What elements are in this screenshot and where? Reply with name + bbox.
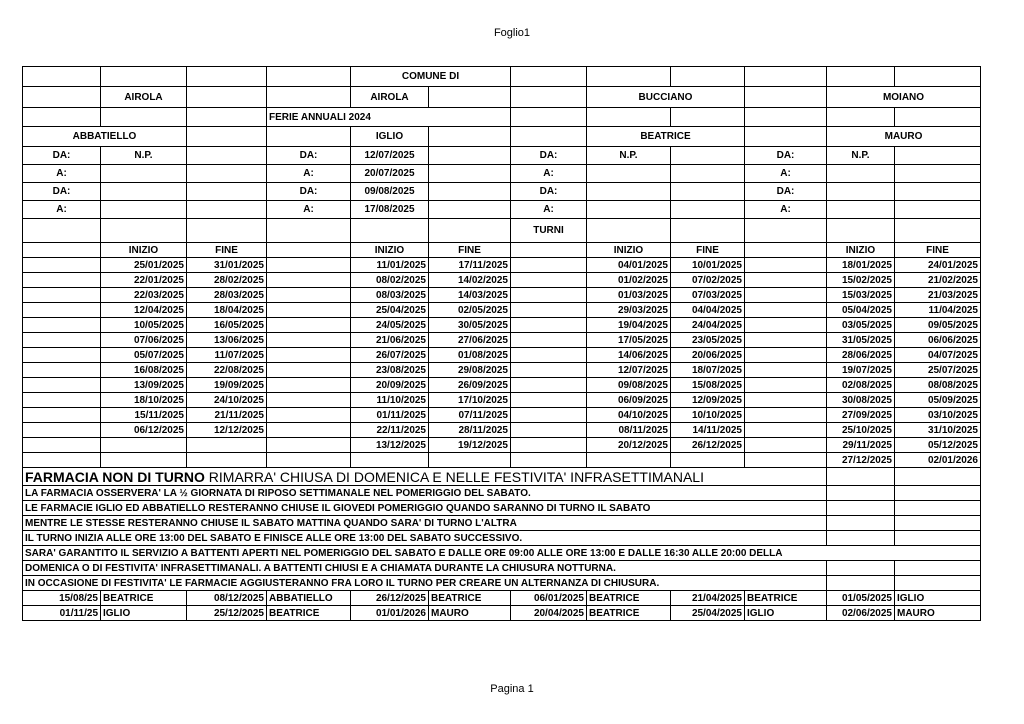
beatrice-ferie-da1: N.P. (587, 147, 671, 165)
abbatiello-turno-inizio: 06/12/2025 (101, 423, 187, 438)
mauro-turno-fine: 02/01/2026 (895, 453, 981, 468)
note-servizio: SARA' GARANTITO IL SERVIZIO A BATTENTI APERTI NEL POMERIGGIO DEL SABATO E DALLE ORE 09:00 ALLE ORE 13:00 E DALLE 16:30 ALLE 20:00 DELLA (23, 546, 981, 561)
iglio-turno-inizio: 24/05/2025 (351, 318, 429, 333)
farmacia-beatrice: BEATRICE (587, 127, 745, 147)
beatrice-inizio-header: INIZIO (587, 243, 671, 258)
festivita-farmacia: ABBATIELLO (267, 591, 351, 606)
label-a: A: (23, 201, 101, 219)
turni-title: TURNI (511, 219, 587, 243)
pharmacy-schedule-table (22, 66, 981, 621)
note-non-turno-rest: RIMARRA' CHIUSA DI DOMENICA E NELLE FESTIVITA' INFRASETTIMANALI (204, 468, 704, 485)
iglio-turno-fine: 02/05/2025 (429, 303, 511, 318)
abbatiello-ferie-da2 (101, 183, 187, 201)
turni-row (23, 363, 981, 378)
turni-row (23, 303, 981, 318)
festivita-date: 01/05/2025 (827, 591, 895, 606)
abbatiello-turno-fine: 13/06/2025 (187, 333, 267, 348)
note-row-6 (23, 561, 981, 576)
mauro-turno-fine: 11/04/2025 (895, 303, 981, 318)
note-row-3 (23, 516, 981, 531)
beatrice-turno-fine: 20/06/2025 (671, 348, 745, 363)
festivita-farmacia: MAURO (895, 606, 981, 621)
label-da: DA: (511, 147, 587, 165)
iglio-turno-fine: 27/06/2025 (429, 333, 511, 348)
festivita-farmacia: BEATRICE (101, 591, 187, 606)
festivita-date: 02/06/2025 (827, 606, 895, 621)
mauro-turno-inizio: 31/05/2025 (827, 333, 895, 348)
mauro-ferie-da1: N.P. (827, 147, 895, 165)
turni-row (23, 393, 981, 408)
beatrice-fine-header: FINE (671, 243, 745, 258)
festivita-date: 21/04/2025 (671, 591, 745, 606)
abbatiello-turno-fine: 19/09/2025 (187, 378, 267, 393)
iglio-inizio-header: INIZIO (351, 243, 429, 258)
mauro-inizio-header: INIZIO (827, 243, 895, 258)
mauro-turno-inizio: 15/03/2025 (827, 288, 895, 303)
festivita-farmacia: IGLIO (895, 591, 981, 606)
mauro-turno-inizio: 19/07/2025 (827, 363, 895, 378)
abbatiello-turno-fine: 28/03/2025 (187, 288, 267, 303)
mauro-turno-fine: 04/07/2025 (895, 348, 981, 363)
abbatiello-turno-fine: 12/12/2025 (187, 423, 267, 438)
comuni-row (23, 87, 981, 108)
beatrice-turno-inizio: 04/01/2025 (587, 258, 671, 273)
label-a: A: (511, 165, 587, 183)
beatrice-turno-fine: 07/02/2025 (671, 273, 745, 288)
abbatiello-turno-inizio: 18/10/2025 (101, 393, 187, 408)
beatrice-ferie-a2 (587, 201, 671, 219)
mauro-turno-fine: 21/02/2025 (895, 273, 981, 288)
label-da: DA: (745, 147, 827, 165)
iglio-turno-inizio: 26/07/2025 (351, 348, 429, 363)
iglio-turno-inizio: 11/01/2025 (351, 258, 429, 273)
festivita-row (23, 606, 981, 621)
festivita-date: 01/01/2026 (351, 606, 429, 621)
festivita-date: 26/12/2025 (351, 591, 429, 606)
mauro-turno-inizio: 18/01/2025 (827, 258, 895, 273)
beatrice-turno-fine: 04/04/2025 (671, 303, 745, 318)
beatrice-ferie-da2 (587, 183, 671, 201)
beatrice-turno-fine: 26/12/2025 (671, 438, 745, 453)
mauro-turno-inizio: 27/12/2025 (827, 453, 895, 468)
label-a: A: (745, 201, 827, 219)
turni-row (23, 333, 981, 348)
turni-row (23, 438, 981, 453)
label-a: A: (23, 165, 101, 183)
iglio-turno-inizio: 08/03/2025 (351, 288, 429, 303)
page-header: Foglio1 (493, 27, 531, 39)
abbatiello-turno-inizio: 10/05/2025 (101, 318, 187, 333)
ferie-row-a-1 (23, 165, 981, 183)
iglio-ferie-da2: 09/08/2025 (351, 183, 429, 201)
mauro-turno-fine: 31/10/2025 (895, 423, 981, 438)
note-non-turno-bold: FARMACIA NON DI TURNO (25, 468, 205, 485)
iglio-turno-inizio: 01/11/2025 (351, 408, 429, 423)
iglio-fine-header: FINE (429, 243, 511, 258)
mauro-turno-inizio: 05/04/2025 (827, 303, 895, 318)
beatrice-turno-inizio: 20/12/2025 (587, 438, 671, 453)
beatrice-turno-inizio: 04/10/2025 (587, 408, 671, 423)
mauro-turno-fine: 24/01/2025 (895, 258, 981, 273)
iglio-ferie-da1: 12/07/2025 (351, 147, 429, 165)
note-festivita: IN OCCASIONE DI FESTIVITA' LE FARMACIE AGGIUSTERANNO FRA LORO IL TURNO PER CREARE UN ALTERNANZA DI CHIUSURA. (23, 576, 827, 591)
iglio-turno-inizio: 21/06/2025 (351, 333, 429, 348)
abbatiello-turno-fine: 31/01/2025 (187, 258, 267, 273)
turni-row (23, 423, 981, 438)
turni-row (23, 318, 981, 333)
mauro-ferie-a2 (827, 201, 895, 219)
abbatiello-turno-fine: 11/07/2025 (187, 348, 267, 363)
iglio-turno-fine: 19/12/2025 (429, 438, 511, 453)
abbatiello-turno-inizio: 15/11/2025 (101, 408, 187, 423)
note-row-7 (23, 576, 981, 591)
abbatiello-turno-fine: 21/11/2025 (187, 408, 267, 423)
mauro-turno-fine: 08/08/2025 (895, 378, 981, 393)
turni-row (23, 453, 981, 468)
mauro-turno-inizio: 28/06/2025 (827, 348, 895, 363)
iglio-ferie-a2: 17/08/2025 (351, 201, 429, 219)
beatrice-turno-inizio: 09/08/2025 (587, 378, 671, 393)
mauro-turno-inizio: 03/05/2025 (827, 318, 895, 333)
comune-bucciano: BUCCIANO (587, 87, 745, 108)
note-row-4 (23, 531, 981, 546)
beatrice-turno-fine: 07/03/2025 (671, 288, 745, 303)
mauro-turno-inizio: 29/11/2025 (827, 438, 895, 453)
note-row-1 (23, 486, 981, 501)
festivita-farmacia: BEATRICE (745, 591, 827, 606)
beatrice-turno-fine: 12/09/2025 (671, 393, 745, 408)
iglio-turno-fine: 30/05/2025 (429, 318, 511, 333)
festivita-farmacia: BEATRICE (267, 606, 351, 621)
abbatiello-turno-inizio: 22/03/2025 (101, 288, 187, 303)
festivita-date: 01/11/25 (23, 606, 101, 621)
beatrice-turno-fine: 24/04/2025 (671, 318, 745, 333)
mauro-turno-inizio: 25/10/2025 (827, 423, 895, 438)
turni-row (23, 273, 981, 288)
abbatiello-fine-header: FINE (187, 243, 267, 258)
beatrice-turno-inizio: 01/02/2025 (587, 273, 671, 288)
mauro-ferie-a1 (827, 165, 895, 183)
mauro-turno-fine: 25/07/2025 (895, 363, 981, 378)
mauro-ferie-da2 (827, 183, 895, 201)
festivita-date: 20/04/2025 (511, 606, 587, 621)
beatrice-ferie-a1 (587, 165, 671, 183)
turni-title-row (23, 219, 981, 243)
beatrice-turno-fine: 18/07/2025 (671, 363, 745, 378)
page-footer: Pagina 1 (490, 683, 534, 695)
iglio-turno-fine: 28/11/2025 (429, 423, 511, 438)
note-row-5 (23, 546, 981, 561)
beatrice-turno-inizio: 01/03/2025 (587, 288, 671, 303)
comune-airola-2: AIROLA (351, 87, 429, 108)
label-da: DA: (267, 183, 351, 201)
beatrice-turno-fine: 10/01/2025 (671, 258, 745, 273)
ferie-title-row (23, 108, 981, 127)
mauro-turno-inizio: 27/09/2025 (827, 408, 895, 423)
note-row-2 (23, 501, 981, 516)
farmacia-iglio: IGLIO (351, 127, 429, 147)
farmacie-row (23, 127, 981, 147)
turni-header-row (23, 243, 981, 258)
farmacia-mauro: MAURO (827, 127, 981, 147)
iglio-turno-fine: 14/02/2025 (429, 273, 511, 288)
iglio-turno-inizio: 11/10/2025 (351, 393, 429, 408)
label-a: A: (745, 165, 827, 183)
mauro-turno-fine: 21/03/2025 (895, 288, 981, 303)
iglio-turno-fine: 01/08/2025 (429, 348, 511, 363)
mauro-turno-fine: 05/12/2025 (895, 438, 981, 453)
note-inizio-turno: IL TURNO INIZIA ALLE ORE 13:00 DEL SABATO E FINISCE ALLE ORE 13:00 DEL SABATO SUCCESSIVO. (23, 531, 827, 546)
label-da: DA: (267, 147, 351, 165)
beatrice-turno-inizio: 12/07/2025 (587, 363, 671, 378)
label-da: DA: (745, 183, 827, 201)
ferie-row-da-2 (23, 183, 981, 201)
festivita-date: 25/04/2025 (671, 606, 745, 621)
note-non-turno-row (23, 468, 981, 486)
mauro-turno-fine: 09/05/2025 (895, 318, 981, 333)
note-domenica: DOMENICA O DI FESTIVITA' INFRASETTIMANALI. A BATTENTI CHIUSI E A CHIAMATA DURANTE LA CHIUSURA NOTTURNA. (23, 561, 827, 576)
iglio-turno-inizio: 25/04/2025 (351, 303, 429, 318)
beatrice-turno-inizio: 14/06/2025 (587, 348, 671, 363)
farmacia-abbatiello: ABBATIELLO (23, 127, 187, 147)
iglio-turno-inizio: 23/08/2025 (351, 363, 429, 378)
abbatiello-ferie-a2 (101, 201, 187, 219)
note-non-turno (23, 468, 827, 486)
label-da: DA: (23, 183, 101, 201)
abbatiello-turno-inizio: 22/01/2025 (101, 273, 187, 288)
comune-airola-1: AIROLA (101, 87, 187, 108)
mauro-turno-fine: 03/10/2025 (895, 408, 981, 423)
turni-row (23, 348, 981, 363)
label-a: A: (267, 201, 351, 219)
abbatiello-turno-inizio: 13/09/2025 (101, 378, 187, 393)
abbatiello-inizio-header: INIZIO (101, 243, 187, 258)
iglio-turno-fine: 14/03/2025 (429, 288, 511, 303)
abbatiello-turno-inizio: 12/04/2025 (101, 303, 187, 318)
iglio-turno-inizio: 13/12/2025 (351, 438, 429, 453)
abbatiello-turno-fine: 16/05/2025 (187, 318, 267, 333)
iglio-turno-fine: 29/08/2025 (429, 363, 511, 378)
festivita-farmacia: BEATRICE (587, 606, 671, 621)
ferie-row-a-2 (23, 201, 981, 219)
label-da: DA: (23, 147, 101, 165)
beatrice-turno-fine: 14/11/2025 (671, 423, 745, 438)
festivita-farmacia: MAURO (429, 606, 511, 621)
abbatiello-turno-fine: 24/10/2025 (187, 393, 267, 408)
beatrice-turno-inizio: 17/05/2025 (587, 333, 671, 348)
beatrice-turno-fine: 15/08/2025 (671, 378, 745, 393)
note-giovedi: LE FARMACIE IGLIO ED ABBATIELLO RESTERANNO CHIUSE IL GIOVEDI POMERIGGIO QUANDO SARANNO DI TURNO IL SABATO (23, 501, 827, 516)
label-da: DA: (511, 183, 587, 201)
ferie-title: FERIE ANNUALI 2024 (267, 108, 511, 127)
label-a: A: (511, 201, 587, 219)
mauro-turno-inizio: 02/08/2025 (827, 378, 895, 393)
abbatiello-turno-fine: 18/04/2025 (187, 303, 267, 318)
beatrice-turno-inizio: 06/09/2025 (587, 393, 671, 408)
comune-moiano: MOIANO (827, 87, 981, 108)
iglio-turno-inizio: 20/09/2025 (351, 378, 429, 393)
abbatiello-turno-inizio: 07/06/2025 (101, 333, 187, 348)
iglio-turno-fine: 07/11/2025 (429, 408, 511, 423)
ferie-row-da-1 (23, 147, 981, 165)
iglio-turno-fine: 17/10/2025 (429, 393, 511, 408)
turni-row (23, 288, 981, 303)
abbatiello-ferie-a1 (101, 165, 187, 183)
festivita-date: 06/01/2025 (511, 591, 587, 606)
turni-row (23, 258, 981, 273)
festivita-farmacia: IGLIO (745, 606, 827, 621)
iglio-turno-inizio: 22/11/2025 (351, 423, 429, 438)
label-a: A: (267, 165, 351, 183)
title-row (23, 67, 981, 87)
festivita-row (23, 591, 981, 606)
beatrice-turno-fine: 10/10/2025 (671, 408, 745, 423)
festivita-farmacia: BEATRICE (587, 591, 671, 606)
iglio-turno-fine: 26/09/2025 (429, 378, 511, 393)
note-sabato: MENTRE LE STESSE RESTERANNO CHIUSE IL SABATO MATTINA QUANDO SARA' DI TURNO L'ALTRA (23, 516, 827, 531)
festivita-farmacia: BEATRICE (429, 591, 511, 606)
iglio-turno-inizio: 08/02/2025 (351, 273, 429, 288)
mauro-turno-inizio: 15/02/2025 (827, 273, 895, 288)
abbatiello-turno-inizio: 16/08/2025 (101, 363, 187, 378)
turni-row (23, 378, 981, 393)
mauro-fine-header: FINE (895, 243, 981, 258)
beatrice-turno-inizio: 08/11/2025 (587, 423, 671, 438)
abbatiello-turno-fine: 28/02/2025 (187, 273, 267, 288)
iglio-turno-fine: 17/11/2025 (429, 258, 511, 273)
abbatiello-ferie-da1: N.P. (101, 147, 187, 165)
beatrice-turno-fine: 23/05/2025 (671, 333, 745, 348)
abbatiello-turno-inizio: 25/01/2025 (101, 258, 187, 273)
note-riposo: LA FARMACIA OSSERVERA' LA ½ GIORNATA DI RIPOSO SETTIMANALE NEL POMERIGGIO DEL SABATO. (23, 486, 827, 501)
festivita-date: 15/08/25 (23, 591, 101, 606)
festivita-date: 08/12/2025 (187, 591, 267, 606)
mauro-turno-inizio: 30/08/2025 (827, 393, 895, 408)
festivita-date: 25/12/2025 (187, 606, 267, 621)
abbatiello-turno-inizio: 05/07/2025 (101, 348, 187, 363)
iglio-ferie-a1: 20/07/2025 (351, 165, 429, 183)
beatrice-turno-inizio: 29/03/2025 (587, 303, 671, 318)
mauro-turno-fine: 06/06/2025 (895, 333, 981, 348)
abbatiello-turno-fine: 22/08/2025 (187, 363, 267, 378)
beatrice-turno-inizio: 19/04/2025 (587, 318, 671, 333)
festivita-farmacia: IGLIO (101, 606, 187, 621)
mauro-turno-fine: 05/09/2025 (895, 393, 981, 408)
turni-row (23, 408, 981, 423)
title-comune-di: COMUNE DI (351, 67, 511, 87)
